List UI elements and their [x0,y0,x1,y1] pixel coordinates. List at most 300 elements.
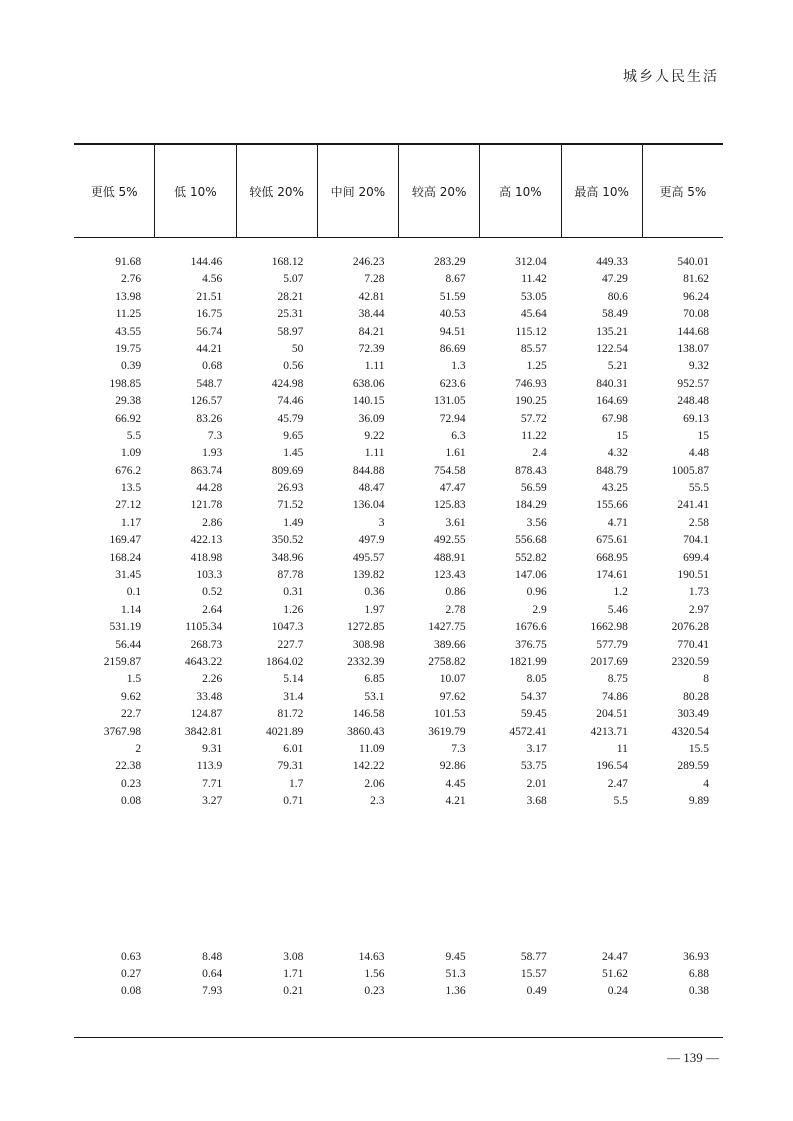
table-cell: 268.73 [190,638,223,651]
table-cell: 124.87 [190,708,223,721]
table-cell: 0.64 [202,967,223,980]
table-cell: 4.21 [445,795,466,808]
table-cell: 623.6 [439,377,466,390]
table-row [74,445,723,462]
table-cell: 2.9 [532,603,547,616]
table-cell: 155.66 [596,499,628,512]
table-cell: 11.09 [359,742,385,755]
table-cell: 58.49 [602,308,628,321]
table-cell: 2.26 [202,673,223,686]
column-header: 较低 20% [237,145,318,237]
table-cell: 15 [697,429,709,442]
table-cell: 7.93 [202,985,223,998]
table-cell: 1676.6 [515,621,547,634]
table-cell: 15 [616,429,628,442]
table-cell: 198.85 [109,377,142,390]
table-cell: 2017.69 [590,655,628,668]
table-cell: 15.5 [688,742,709,755]
table-cell: 531.19 [109,621,142,634]
table-cell: 9.89 [688,795,709,808]
table-cell: 2.58 [688,516,709,529]
table-cell: 4320.54 [671,725,709,738]
table-cell: 3 [378,516,385,529]
table-cell: 80.28 [683,690,709,703]
table-cell: 139.82 [352,569,385,582]
table-cell: 6.85 [364,673,385,686]
table-cell: 13.98 [115,290,142,303]
table-cell: 1427.75 [428,621,466,634]
table-cell: 9.65 [283,429,304,442]
table-cell: 44.28 [196,482,223,495]
table-cell: 51.59 [439,290,466,303]
column-header: 最高 10% [562,145,643,237]
table-cell: 84.21 [358,325,385,338]
table-cell: 97.62 [439,690,466,703]
table-cell: 0.39 [121,360,142,373]
table-cell: 27.12 [115,499,142,512]
table-cell: 53.05 [520,290,547,303]
table-cell: 1.11 [364,447,385,460]
table-cell: 1.2 [613,586,628,599]
table-cell: 144.68 [677,325,709,338]
table-cell: 676.2 [115,464,142,477]
table-cell: 3.56 [526,516,547,529]
table-cell: 1.61 [445,447,466,460]
table-cell: 1.14 [121,603,142,616]
table-cell: 48.47 [358,482,385,495]
table-body [74,254,723,1001]
table-cell: 0.38 [688,985,709,998]
table-cell: 3842.81 [184,725,223,738]
table-cell: 125.83 [434,499,466,512]
table-cell: 71.52 [277,499,304,512]
table-cell: 66.92 [115,412,142,425]
table-row [74,776,723,793]
table-row-group-1 [74,254,723,811]
table-cell: 28.21 [277,290,304,303]
table-cell: 848.79 [596,464,628,477]
table-cell: 57.72 [520,412,547,425]
table-cell: 146.58 [352,708,385,721]
table-cell: 2.01 [526,777,547,790]
table-row [74,619,723,636]
table-cell: 638.06 [352,377,385,390]
table-cell: 492.55 [434,534,466,547]
table-cell: 227.7 [277,638,304,651]
table-cell: 22.7 [121,708,142,721]
table-cell: 31.45 [115,569,142,582]
table-cell: 844.88 [352,464,385,477]
table-cell: 878.43 [515,464,547,477]
table-cell: 248.48 [677,395,709,408]
table-cell: 196.54 [596,760,628,773]
table-row [74,637,723,654]
table-cell: 6.01 [283,742,304,755]
table-cell: 36.93 [683,950,709,963]
table-cell: 190.51 [677,569,709,582]
column-header: 中间 20% [318,145,399,237]
table-column-header-row [74,143,723,238]
table-cell: 540.01 [677,256,709,268]
table-cell: 2159.87 [103,655,142,668]
table-cell: 2.4 [532,447,547,460]
table-row [74,306,723,323]
table-cell: 103.3 [196,569,223,582]
table-cell: 164.69 [596,395,628,408]
table-cell: 190.25 [515,395,547,408]
table-cell: 47.47 [439,482,466,495]
table-row [74,584,723,601]
page-number: — 139 — [667,1050,719,1065]
column-header: 较高 20% [399,145,480,237]
table-cell: 7.3 [451,742,466,755]
table-cell: 21.51 [196,290,223,303]
table-cell: 169.47 [109,534,142,547]
table-row [74,983,723,1000]
table-cell: 43.25 [602,482,628,495]
table-cell: 0.08 [121,985,142,998]
table-cell: 1272.85 [347,621,385,634]
table-cell: 45.64 [520,308,547,321]
data-table [74,143,723,1001]
table-cell: 91.68 [115,256,142,268]
table-row [74,324,723,341]
table-cell: 43.55 [115,325,142,338]
table-cell: 246.23 [352,256,385,268]
table-row [74,341,723,358]
table-row [74,428,723,445]
table-cell: 29.38 [115,395,142,408]
table-cell: 87.78 [277,569,304,582]
table-cell: 424.98 [271,377,304,390]
table-cell: 81.62 [683,273,709,286]
table-cell: 1.5 [126,673,142,686]
table-cell: 5.46 [607,603,628,616]
table-row [74,741,723,758]
table-cell: 121.78 [190,499,223,512]
table-cell: 2332.39 [347,655,385,668]
table-cell: 16.75 [196,308,223,321]
table-cell: 2320.59 [671,655,709,668]
table-cell: 552.82 [515,551,547,564]
table-row [74,724,723,741]
table-cell: 0.52 [202,586,223,599]
table-cell: 140.15 [352,395,385,408]
table-cell: 1.26 [283,603,304,616]
table-cell: 488.91 [434,551,466,564]
table-cell: 58.77 [520,950,547,963]
table-cell: 115.12 [515,325,547,338]
table-cell: 303.49 [677,708,709,721]
table-row [74,532,723,549]
table-cell: 548.7 [196,377,223,390]
table-cell: 96.24 [683,290,709,303]
table-cell: 36.09 [358,412,385,425]
table-cell: 376.75 [515,638,547,651]
table-cell: 4572.41 [509,725,547,738]
table-cell: 26.93 [277,482,304,495]
table-cell: 9.22 [364,429,385,442]
table-cell: 8.67 [445,273,466,286]
table-cell: 59.45 [520,708,547,721]
table-blank-gap [74,811,723,949]
table-row [74,289,723,306]
table-cell: 497.9 [358,534,385,547]
table-row [74,480,723,497]
table-row [74,497,723,514]
table-cell: 7.28 [364,273,385,286]
table-cell: 11 [616,742,628,755]
table-cell: 11.42 [521,273,547,286]
table-row [74,515,723,532]
table-cell: 147.06 [515,569,547,582]
table-row [74,271,723,288]
table-cell: 1.45 [283,447,304,460]
table-cell: 0.21 [283,985,304,998]
table-cell: 42.81 [358,290,385,303]
table-cell: 1.25 [526,360,547,373]
table-cell: 122.54 [596,342,628,355]
table-cell: 33.48 [196,690,223,703]
table-cell: 11.25 [115,308,142,321]
table-cell: 94.51 [439,325,466,338]
table-cell: 1.17 [121,516,142,529]
table-cell: 1.56 [364,967,385,980]
table-cell: 56.44 [115,638,142,651]
table-cell: 24.47 [602,950,628,963]
table-cell: 85.57 [520,342,547,355]
column-header: 低 10% [155,145,236,237]
table-cell: 40.53 [439,308,466,321]
table-cell: 5.5 [126,429,142,442]
table-cell: 47.29 [602,273,628,286]
table-cell: 350.52 [271,534,304,547]
table-cell: 5.07 [283,273,304,286]
table-cell: 13.5 [121,482,142,495]
table-cell: 312.04 [515,256,547,268]
table-cell: 25.31 [277,308,304,321]
table-row [74,671,723,688]
table-cell: 0.1 [126,586,142,599]
table-cell: 1.71 [283,967,304,980]
table-cell: 0.08 [121,795,142,808]
table-row [74,358,723,375]
table-cell: 45.79 [277,412,304,425]
table-cell: 704.1 [683,534,709,547]
table-cell: 770.41 [677,638,709,651]
table-cell: 131.05 [434,395,466,408]
table-cell: 22.38 [115,760,142,773]
table-cell: 6.3 [451,429,466,442]
table-cell: 0.31 [283,586,304,599]
table-cell: 53.75 [520,760,547,773]
table-cell: 389.66 [434,638,466,651]
table-cell: 7.71 [202,777,223,790]
table-cell: 2.3 [370,795,385,808]
table-cell: 2.78 [445,603,466,616]
table-cell: 14.63 [358,950,385,963]
table-cell: 74.86 [602,690,628,703]
column-header: 更低 5% [74,145,155,237]
table-cell: 55.5 [688,482,709,495]
table-row [74,411,723,428]
table-cell: 754.58 [434,464,466,477]
table-cell: 69.13 [683,412,709,425]
table-row [74,966,723,983]
table-cell: 0.36 [364,586,385,599]
table-cell: 2076.28 [671,621,709,634]
table-row [74,393,723,410]
table-cell: 58.97 [277,325,304,338]
table-row [74,654,723,671]
table-cell: 83.26 [196,412,223,425]
table-cell: 0.23 [121,777,142,790]
table-cell: 8.05 [526,673,547,686]
table-cell: 1.49 [283,516,304,529]
table-cell: 1821.99 [509,655,547,668]
table-cell: 113.9 [196,760,223,773]
table-cell: 168.12 [271,256,304,268]
table-cell: 4213.71 [590,725,628,738]
table-cell: 144.46 [190,256,223,268]
table-cell: 4.45 [445,777,466,790]
table-cell: 3860.43 [347,725,385,738]
table-cell: 2.47 [607,777,628,790]
table-cell: 54.37 [520,690,547,703]
table-cell: 308.98 [352,638,385,651]
table-cell: 2.76 [121,273,142,286]
table-cell: 1.3 [451,360,466,373]
table-cell: 142.22 [352,760,385,773]
table-cell: 289.59 [677,760,709,773]
table-cell: 0.24 [607,985,628,998]
table-cell: 1.7 [289,777,304,790]
table-cell: 840.31 [596,377,628,390]
table-cell: 0.71 [283,795,304,808]
table-cell: 174.61 [596,569,628,582]
table-cell: 2 [135,742,142,755]
table-cell: 80.6 [607,290,628,303]
table-row [74,689,723,706]
table-cell: 56.59 [520,482,547,495]
table-cell: 81.72 [277,708,304,721]
table-row [74,376,723,393]
table-cell: 9.32 [688,360,709,373]
table-cell: 449.33 [596,256,628,268]
table-cell: 0.56 [283,360,304,373]
table-cell: 4643.22 [184,655,223,668]
table-cell: 86.69 [439,342,466,355]
table-row-group-2 [74,949,723,1001]
table-cell: 0.68 [202,360,223,373]
table-cell: 136.04 [352,499,385,512]
table-row [74,758,723,775]
table-cell: 184.29 [515,499,547,512]
table-cell: 418.98 [190,551,223,564]
table-cell: 19.75 [115,342,142,355]
table-cell: 51.3 [445,967,466,980]
table-row [74,463,723,480]
table-cell: 126.57 [190,395,223,408]
table-cell: 9.62 [121,690,142,703]
table-cell: 53.1 [364,690,385,703]
running-header-title: 城乡人民生活 [623,69,719,85]
footer-rule [74,1037,723,1038]
table-cell: 5.5 [613,795,628,808]
table-cell: 2.06 [364,777,385,790]
table-cell: 746.93 [515,377,547,390]
table-cell: 675.61 [596,534,628,547]
table-cell: 44.21 [196,342,223,355]
table-cell: 0.49 [526,985,547,998]
table-cell: 422.13 [190,534,223,547]
table-cell: 0.23 [364,985,385,998]
table-cell: 168.24 [109,551,142,564]
table-cell: 809.69 [271,464,304,477]
table-cell: 51.62 [602,967,628,980]
table-cell: 72.94 [439,412,466,425]
table-cell: 9.45 [445,950,466,963]
table-cell: 577.79 [596,638,628,651]
table-cell: 9.31 [202,742,223,755]
table-cell: 135.21 [596,325,628,338]
table-cell: 1047.3 [271,621,304,634]
table-row [74,706,723,723]
table-cell: 56.74 [196,325,223,338]
column-header: 高 10% [480,145,561,237]
table-cell: 1.73 [688,586,709,599]
table-cell: 668.95 [596,551,628,564]
table-cell: 70.08 [683,308,709,321]
table-cell: 15.57 [520,967,547,980]
table-cell: 72.39 [358,342,385,355]
table-cell: 2.86 [202,516,223,529]
table-cell: 31.4 [283,690,304,703]
table-cell: 79.31 [277,760,304,773]
table-cell: 0.86 [445,586,466,599]
table-cell: 123.43 [434,569,466,582]
table-cell: 204.51 [596,708,628,721]
table-cell: 4.48 [688,447,709,460]
table-cell: 283.29 [434,256,466,268]
table-cell: 101.53 [434,708,466,721]
table-cell: 38.44 [358,308,385,321]
table-cell: 4 [703,777,709,790]
column-header: 更高 5% [659,184,707,199]
table-cell: 952.57 [677,377,709,390]
table-cell: 138.07 [677,342,709,355]
table-cell: 1.93 [202,447,223,460]
table-row [74,793,723,810]
table-cell: 3619.79 [428,725,466,738]
table-cell: 4.56 [202,273,223,286]
table-cell: 8.48 [202,950,223,963]
table-cell: 2758.82 [428,655,466,668]
table-cell: 4.32 [607,447,628,460]
table-cell: 6.88 [688,967,709,980]
table-cell: 1864.02 [266,655,304,668]
table-cell: 50 [291,342,304,355]
table-cell: 1.09 [121,447,142,460]
table-row [74,602,723,619]
table-cell: 0.27 [121,967,142,980]
table-row [74,567,723,584]
table-row [74,949,723,966]
table-cell: 10.07 [439,673,466,686]
table-cell: 3.68 [526,795,547,808]
table-cell: 863.74 [190,464,223,477]
table-cell: 11.22 [521,429,547,442]
